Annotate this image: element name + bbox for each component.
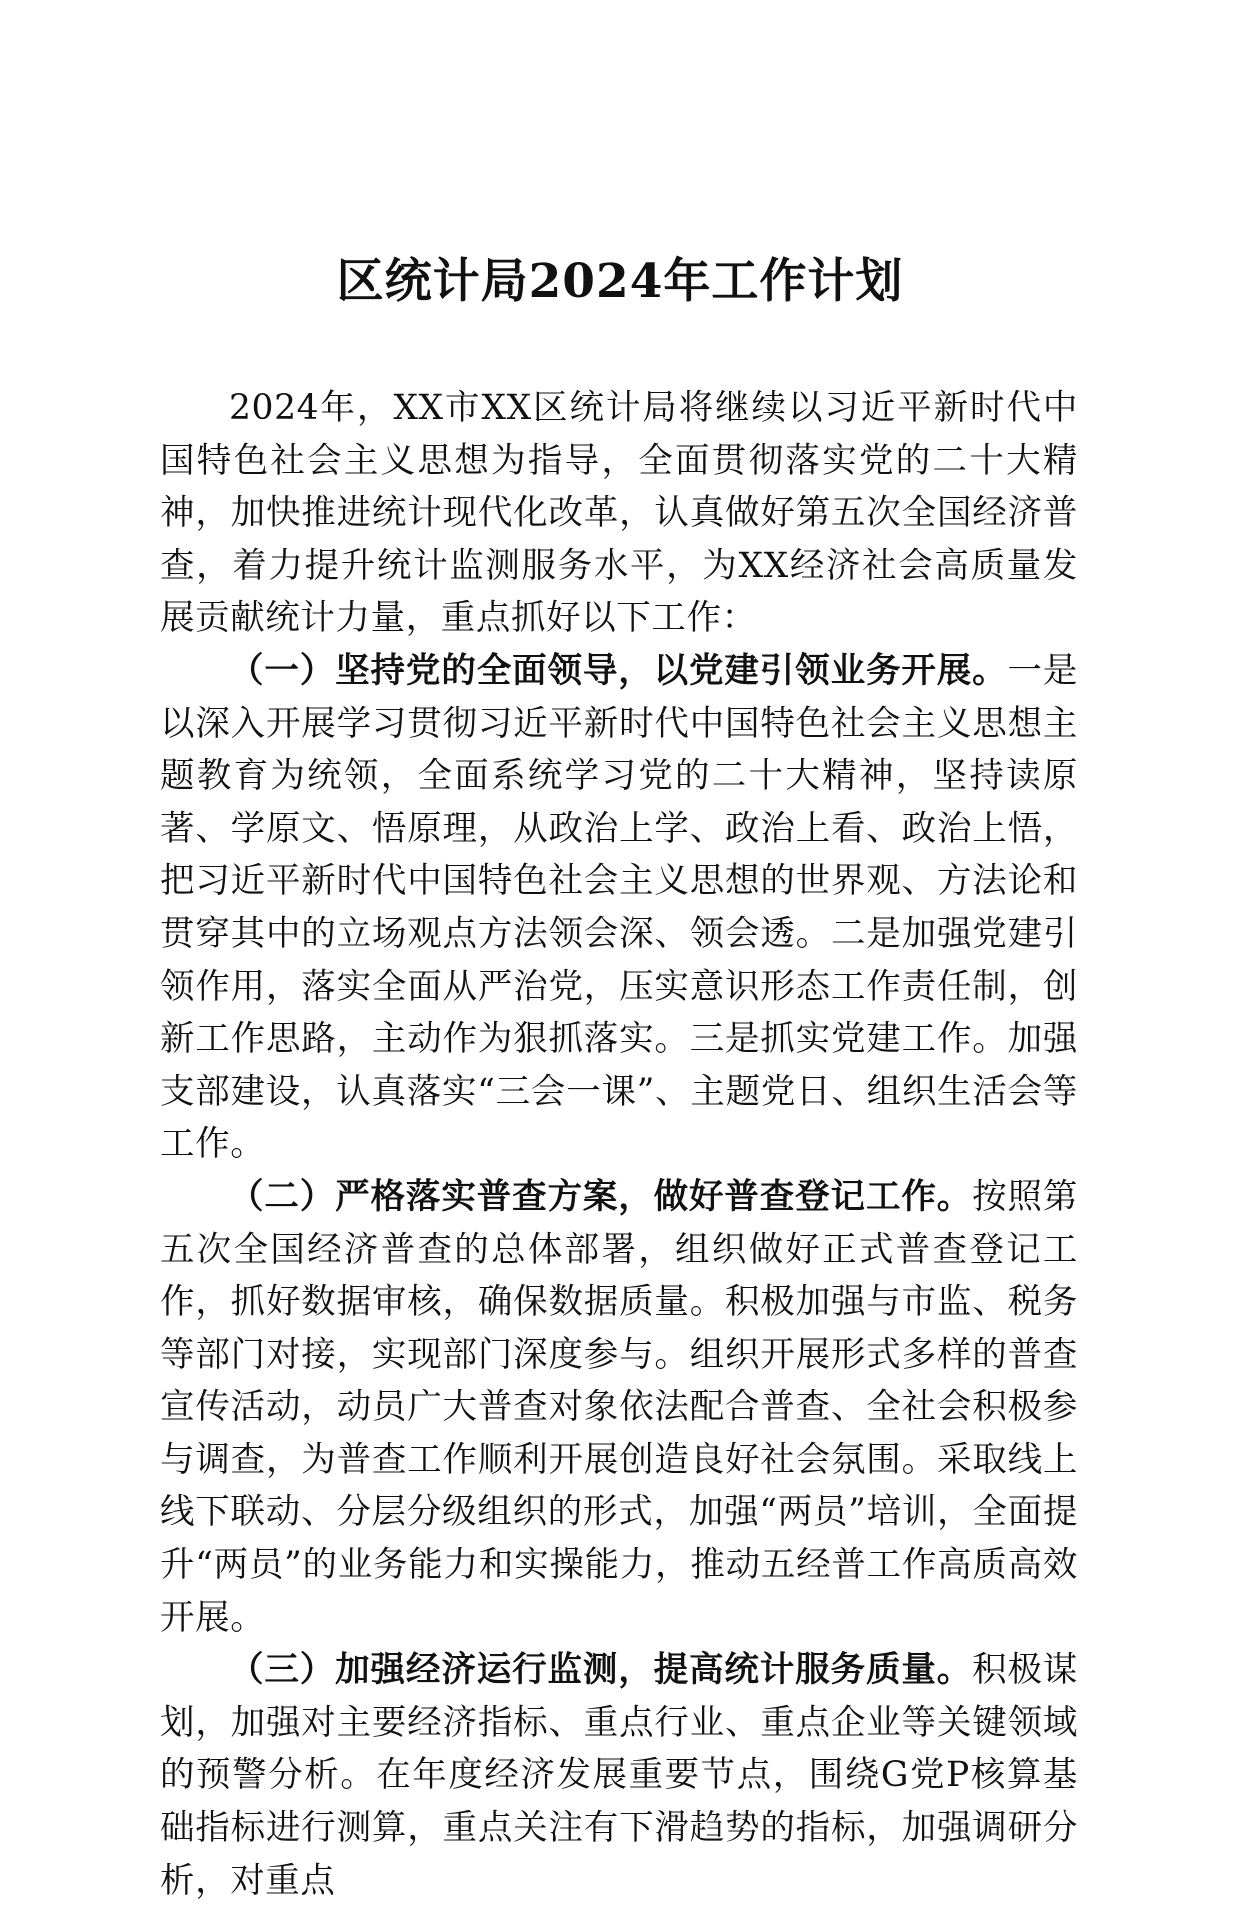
- intro-paragraph: 2024年，XX市XX区统计局将继续以习近平新时代中国特色社会主义思想为指导，全面贯彻落实党的二十大精神，加快推进统计现代化改革，认真做好第五次全国经济普查，着力提升统计监测服务水平，为XX经济社会高质量发展贡献统计力量，重点抓好以下工作：: [160, 388, 1078, 639]
- document-body: [160, 382, 1078, 1907]
- section-heading-3: （三）加强经济运行监测，提高统计服务质量。: [229, 1650, 973, 1691]
- section-text-3: 积极谋划，加强对主要经济指标、重点行业、重点企业等关键领域的预警分析。在年度经济发展重要节点，围绕G党P核算基础指标进行测算，重点关注有下滑趋势的指标，加强调研分析，对重点: [160, 1650, 1078, 1901]
- section-heading-1: （一）坚持党的全面领导，以党建引领业务开展。: [229, 650, 1008, 691]
- section-text-2: 按照第五次全国经济普查的总体部署，组织做好正式普查登记工作，抓好数据审核，确保数据质量。积极加强与市监、税务等部门对接，实现部门深度参与。组织开展形式多样的普查宣传活动，动员广大普查对象依法配合普查、全社会积极参与调查，为普查工作顺利开展创造良好社会氛围。采取线上线下联动、分层分级组织的形式，加强“两员”培训，全面提升“两员”的业务能力和实操能力，推动五经普工作高质高效开展。: [160, 1176, 1078, 1638]
- section-heading-2: （二）严格落实普查方案，做好普查登记工作。: [229, 1176, 973, 1217]
- section-paragraph-3: [160, 1644, 1078, 1907]
- section-paragraph-2: [160, 1171, 1078, 1644]
- section-text-1: 一是以深入开展学习贯彻习近平新时代中国特色社会主义思想主题教育为统领，全面系统学习党的二十大精神，坚持读原著、学原文、悟原理，从政治上学、政治上看、政治上悟，把习近平新时代中国特色社会主义思想的世界观、方法论和贯穿其中的立场观点方法领会深、领会透。二是加强党建引领作用，落实全面从严治党，压实意识形态工作责任制，创新工作思路，主动作为狠抓落实。三是抓实党建工作。加强支部建设，认真落实“三会一课”、主题党日、组织生活会等工作。: [160, 650, 1079, 1165]
- document-title: 区统计局2024年工作计划: [336, 254, 904, 309]
- section-paragraph-1: [160, 645, 1078, 1171]
